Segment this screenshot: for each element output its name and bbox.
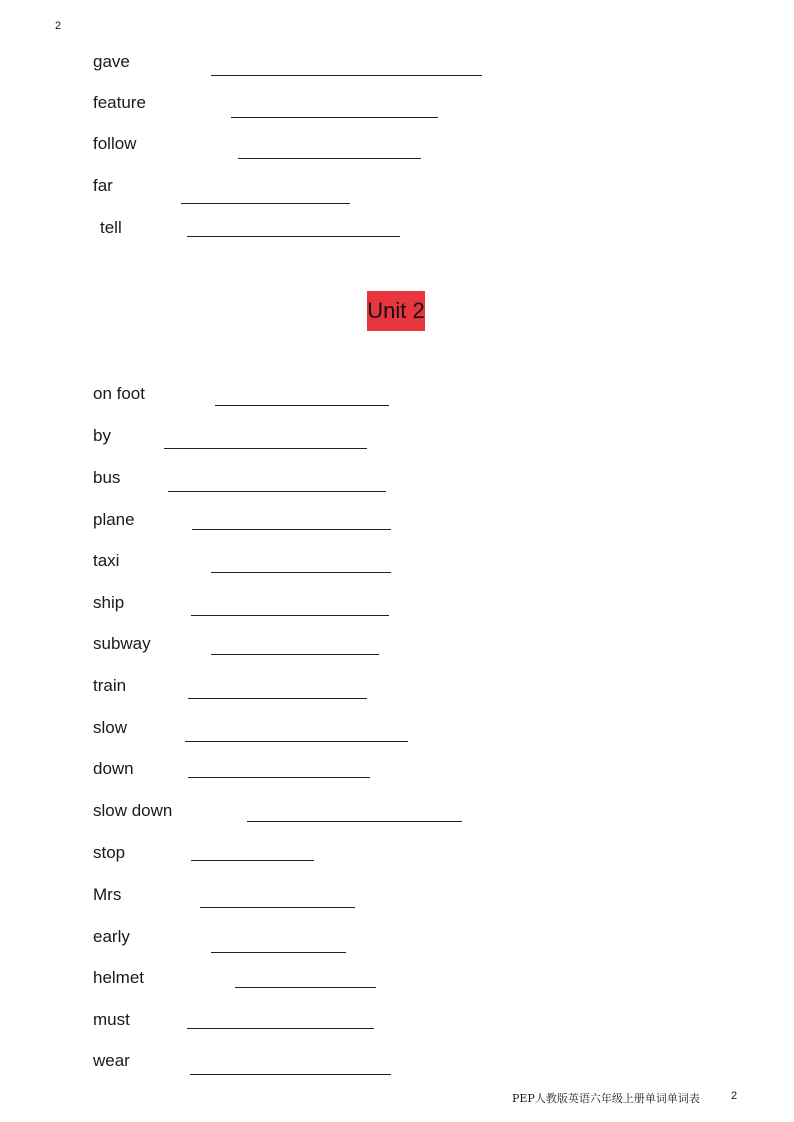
answer-blank-on-foot[interactable] [215, 405, 389, 406]
word-mrs: Mrs [93, 885, 122, 904]
answer-blank-must[interactable] [187, 1028, 374, 1029]
word-slow-down: slow down [93, 801, 173, 820]
word-helmet: helmet [93, 968, 145, 987]
answer-blank-bus[interactable] [168, 491, 386, 492]
word-follow: follow [93, 134, 137, 153]
answer-blank-taxi[interactable] [211, 572, 391, 573]
answer-blank-feature[interactable] [231, 117, 438, 118]
top-page-number: 2 [55, 20, 62, 32]
word-feature: feature [93, 93, 146, 112]
answer-blank-follow[interactable] [238, 158, 421, 159]
word-train: train [93, 676, 127, 695]
answer-blank-train[interactable] [188, 698, 367, 699]
word-on-foot: on foot [93, 384, 145, 403]
word-stop: stop [93, 843, 126, 862]
word-early: early [93, 927, 130, 946]
answer-blank-slow-down[interactable] [247, 821, 462, 822]
word-wear: wear [93, 1051, 130, 1070]
answer-blank-stop[interactable] [191, 860, 314, 861]
answer-blank-down[interactable] [188, 777, 370, 778]
word-ship: ship [93, 593, 125, 612]
answer-blank-slow[interactable] [185, 741, 408, 742]
answer-blank-early[interactable] [211, 952, 346, 953]
unit-heading: Unit 2 [367, 291, 425, 331]
answer-blank-far[interactable] [181, 203, 350, 204]
word-bus: bus [93, 468, 121, 487]
answer-blank-by[interactable] [164, 448, 367, 449]
answer-blank-gave[interactable] [211, 75, 482, 76]
answer-blank-ship[interactable] [191, 615, 389, 616]
word-taxi: taxi [93, 551, 120, 570]
answer-blank-tell[interactable] [187, 236, 400, 237]
word-slow: slow [93, 718, 128, 737]
footer-page-number: 2 [731, 1090, 738, 1102]
footer-document-title: PEP人教版英语六年级上册单词单词表 [512, 1092, 700, 1105]
answer-blank-subway[interactable] [211, 654, 379, 655]
word-by: by [93, 426, 111, 445]
word-subway: subway [93, 634, 151, 653]
word-must: must [93, 1010, 130, 1029]
word-gave: gave [93, 52, 130, 71]
word-plane: plane [93, 510, 135, 529]
answer-blank-mrs[interactable] [200, 907, 355, 908]
answer-blank-plane[interactable] [192, 529, 391, 530]
answer-blank-helmet[interactable] [235, 987, 376, 988]
word-far: far [93, 176, 113, 195]
word-down: down [93, 759, 134, 778]
answer-blank-wear[interactable] [190, 1074, 391, 1075]
word-tell: tell [100, 218, 122, 237]
